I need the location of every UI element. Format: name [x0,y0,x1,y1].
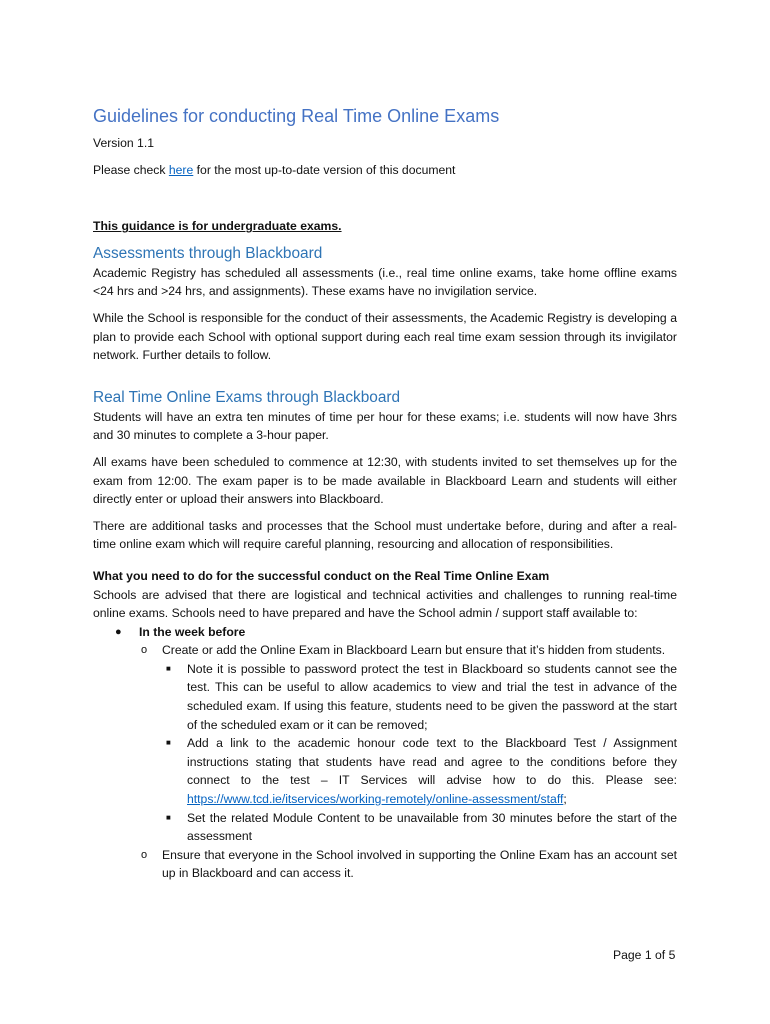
sub-item-password: Note it is possible to password protect the test in Blackboard so students cannot see the test. This can be useful to allow academics to view and trial the test in advance of the scheduled exam. If using this feature, students need to be given the password at the start of the scheduled exam or it can be removed; [187,661,677,732]
document-title: Guidelines for conducting Real Time Online Exams [93,106,500,126]
sub-item-honour-code [187,734,677,808]
list-item [93,623,677,883]
list-item [162,734,677,808]
guidance-note: This guidance is for undergraduate exams. [93,219,342,234]
week-before-label: In the week before [139,624,246,639]
square-bullet-icon: ■ [166,663,171,673]
list-item [162,809,677,846]
create-exam-sublist [162,660,677,846]
honour-code-text: Add a link to the academic honour code text to the Blackboard Test / Assignment instructions stating that students have read and agree to the conditions before they connect to the test – IT Services will advise how to do this. Please see: [187,736,677,788]
item-create-exam: Create or add the Online Exam in Blackboard Learn but ensure that it’s hidden from students. [162,643,666,658]
section3-intro: Schools are advised that there are logistical and technical activities and challenges to running real-time online exams. Schools need to have prepared and have the School admin / support staff available to: [93,587,677,621]
list-item [139,846,677,883]
section2-paragraph-1: Students will have an extra ten minutes of time per hour for these exams; i.e. students will now have 3hrs and 30 minutes to complete a 3-hour paper. [93,409,677,443]
item-accounts: Ensure that everyone in the School involved in supporting the Online Exam has an account set up in Blackboard and can access it. [162,847,677,881]
section2-paragraph-3: There are additional tasks and processes that the School must undertake before, during and after a real-time online exam which will require careful planning, resourcing and allocation of responsibilities. [93,518,677,552]
circle-bullet-icon: o [141,848,148,861]
check-line [93,161,677,180]
list-item [139,641,677,846]
sub-item-module-content: Set the related Module Content to be unavailable from 30 minutes before the start of the assessment [187,810,677,844]
bullet-icon: ● [115,625,122,638]
circle-bullet-icon: o [141,644,148,657]
section-heading-assessments: Assessments through Blackboard [93,244,323,262]
task-list [93,623,677,883]
page-number: Page 1 of 5 [613,948,676,962]
check-before-text: Please check [93,162,169,177]
list-item [162,660,677,734]
section-heading-what-to-do: What you need to do for the successful conduct on the Real Time Online Exam [93,568,550,583]
honour-code-after: ; [563,792,567,807]
square-bullet-icon: ■ [166,812,171,822]
version-label: Version 1.1 [93,136,154,150]
check-after-text: for the most up-to-date version of this document [193,162,456,177]
here-link[interactable]: here [168,162,194,177]
document-body [93,104,677,883]
square-bullet-icon: ■ [166,738,171,748]
section1-paragraph-1: Academic Registry has scheduled all assessments (i.e., real time online exams, take home offline exams <24 hrs and >24 hrs, and assignments). These exams have no invigilation service. [93,265,677,299]
section2-paragraph-2: All exams have been scheduled to commence at 12:30, with students invited to set themselves up for the exam from 12:00. The exam paper is to be made available in Blackboard Learn and students will either directly enter or upload their answers into Blackboard. [93,454,677,507]
online-assessment-link[interactable]: https://www.tcd.ie/itservices/working-remotely/online-assessment/staff [187,792,564,807]
section-heading-real-time: Real Time Online Exams through Blackboard [93,388,401,406]
week-before-list [139,641,677,883]
section1-paragraph-2: While the School is responsible for the conduct of their assessments, the Academic Registry is developing a plan to provide each School with optional support during each real time exam session through its invigilator network. Further details to follow. [93,310,677,363]
